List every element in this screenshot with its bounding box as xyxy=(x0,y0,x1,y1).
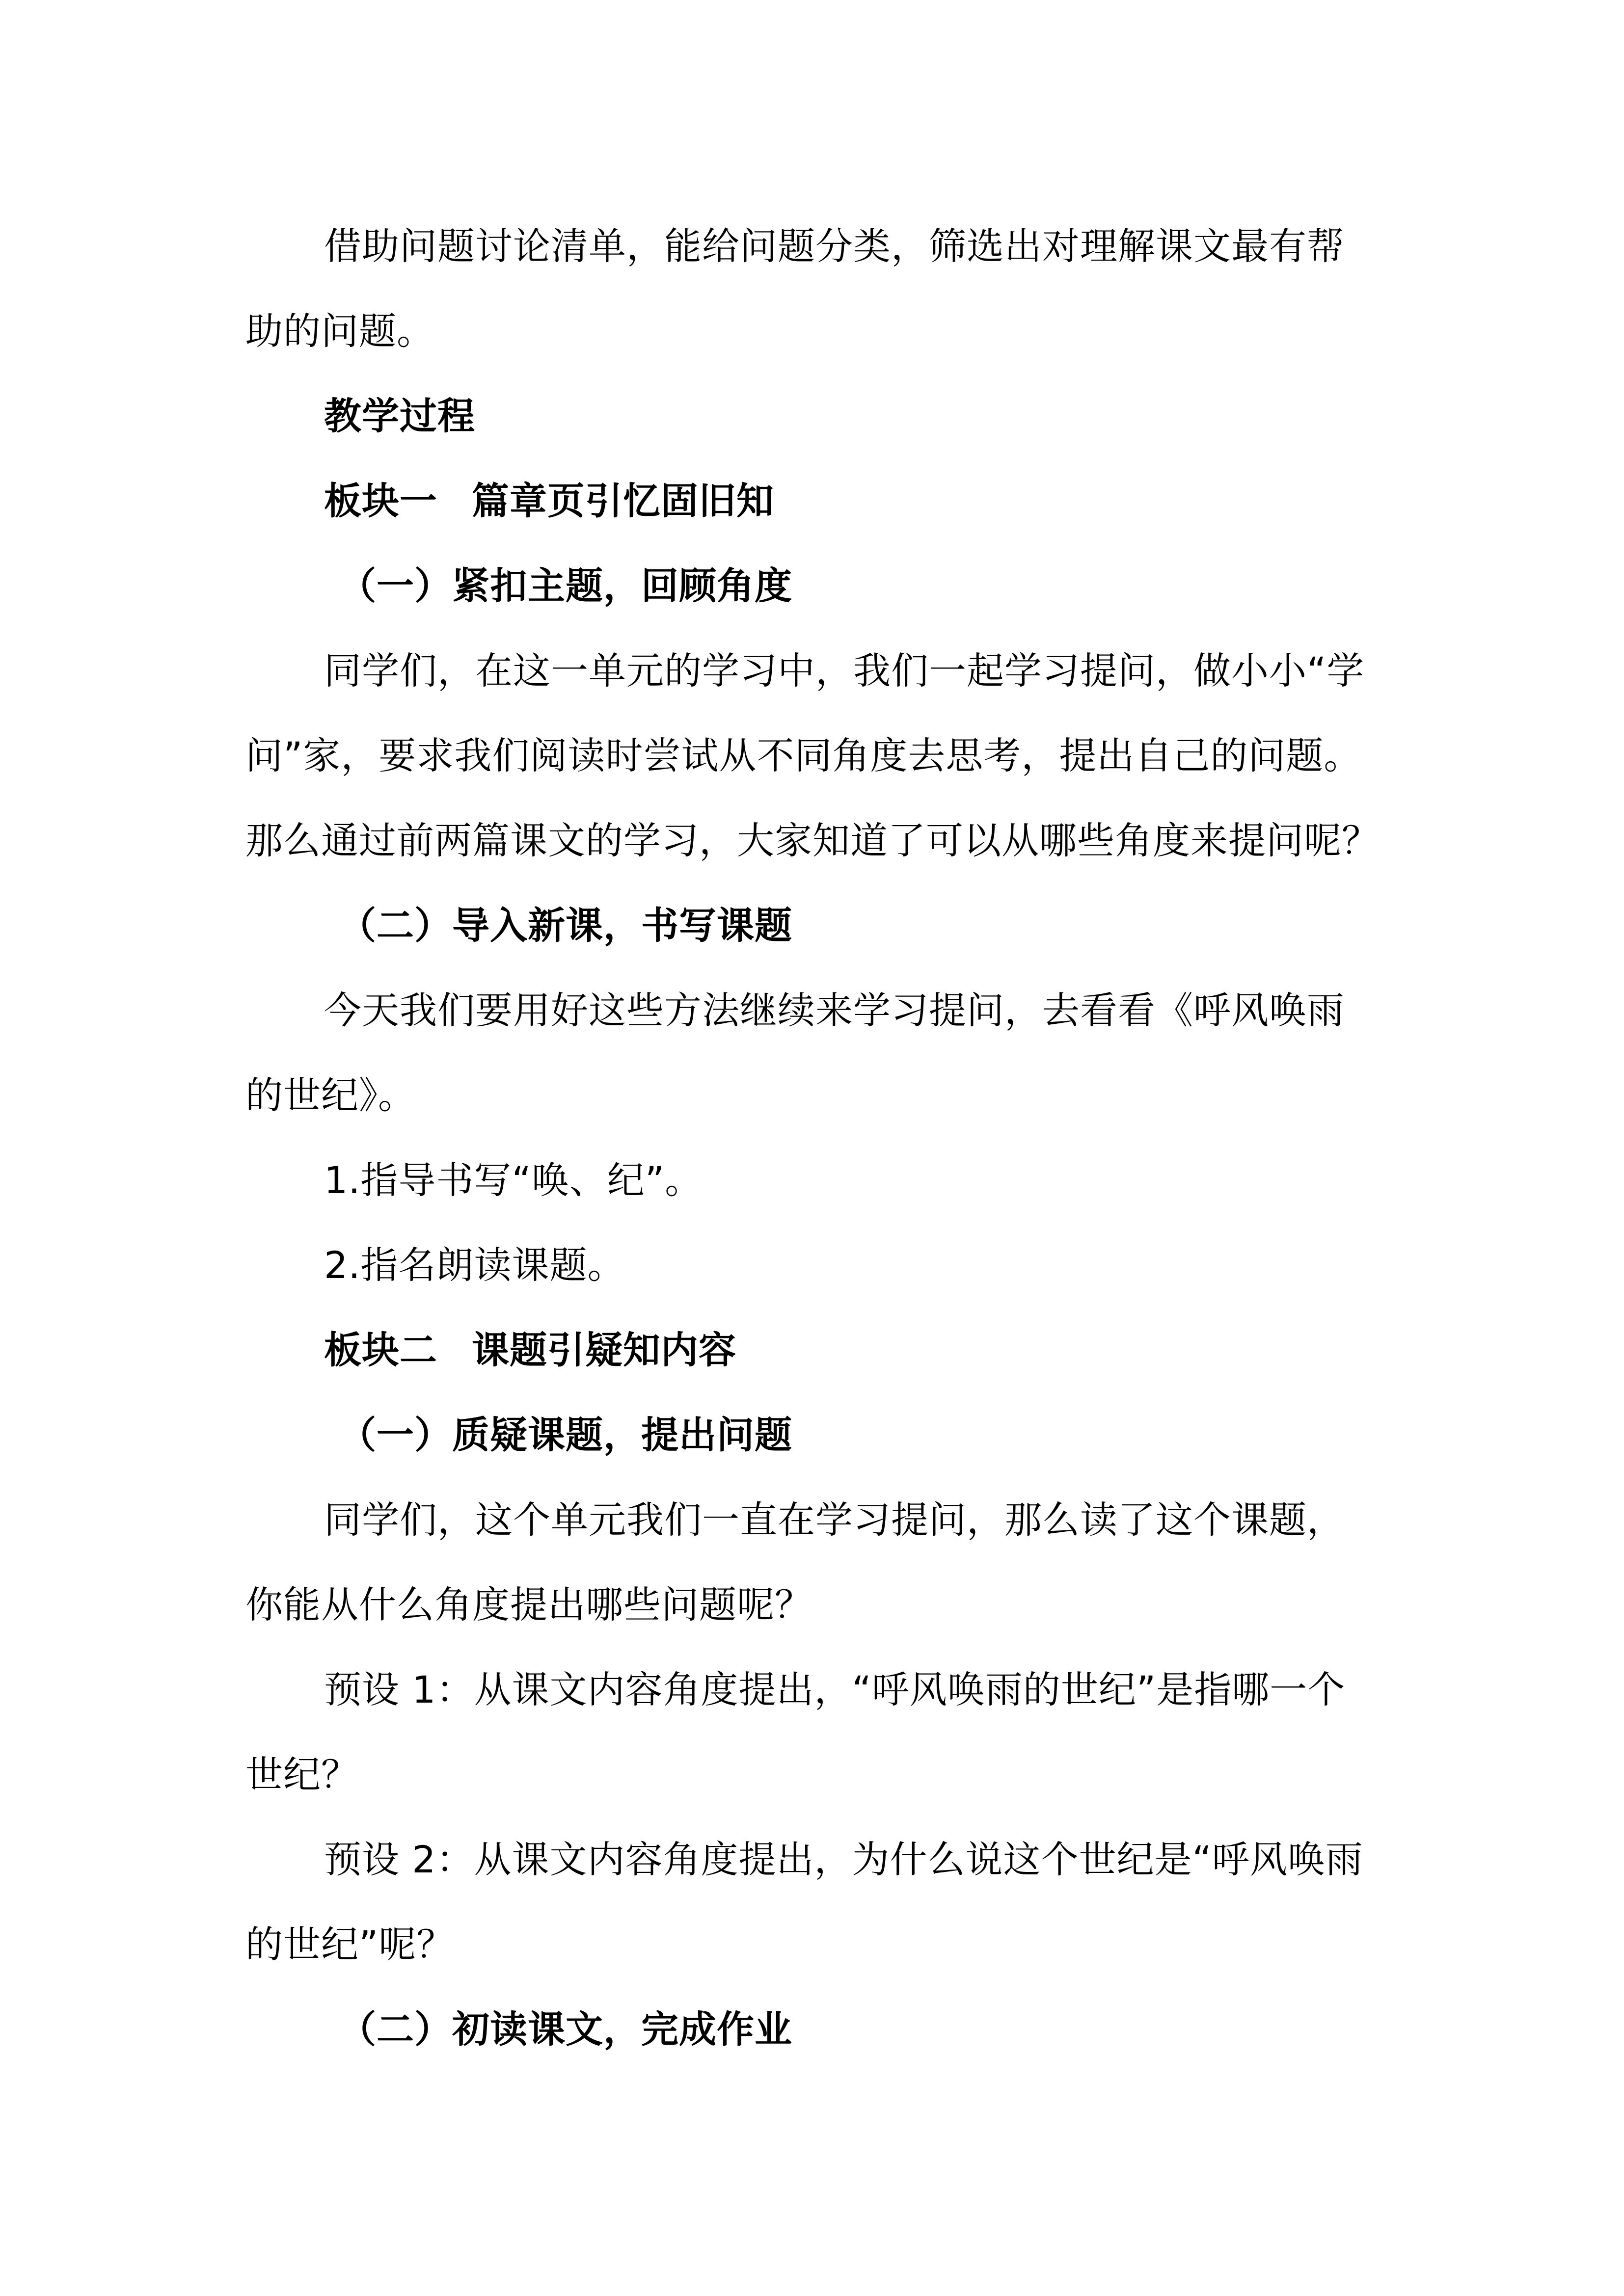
paragraph-line: 预设 1：从课文内容角度提出，“呼风唤雨的世纪”是指哪一个 xyxy=(324,1668,1346,1711)
subsection-heading: （二）初读课文，完成作业 xyxy=(339,2007,792,2051)
list-item: 1.指导书写“唤、纪”。 xyxy=(324,1158,703,1202)
paragraph-line: 那么通过前两篇课文的学习，大家知道了可以从哪些角度来提问呢？ xyxy=(245,819,1380,862)
paragraph-line: 问”家，要求我们阅读时尝试从不同角度去思考，提出自己的问题。 xyxy=(245,734,1362,777)
block-heading xyxy=(324,1316,1394,1385)
block-title: 篇章页引忆固旧知 xyxy=(472,479,774,523)
block-heading xyxy=(324,467,1394,535)
subsection-heading: （一）质疑课题，提出问题 xyxy=(339,1413,792,1457)
paragraph-line: 的世纪》。 xyxy=(245,1073,416,1117)
block-number: 板块二 xyxy=(324,1328,437,1372)
paragraph-line: 助的问题。 xyxy=(245,309,434,353)
subsection-heading: （一）紧扣主题，回顾角度 xyxy=(339,564,792,608)
paragraph-line: 的世纪”呢？ xyxy=(245,1922,455,1966)
block-number: 板块一 xyxy=(324,479,437,523)
section-heading: 教学过程 xyxy=(324,394,475,438)
subsection-heading: （二）导入新课，书写课题 xyxy=(339,904,792,947)
block-title: 课题引疑知内容 xyxy=(472,1328,736,1372)
paragraph-line: 世纪？ xyxy=(245,1753,359,1796)
paragraph-line: 今天我们要用好这些方法继续来学习提问，去看看《呼风唤雨 xyxy=(324,988,1345,1032)
paragraph-line: 借助问题讨论清单，能给问题分类，筛选出对理解课文最有帮 xyxy=(324,224,1345,268)
paragraph-line: 同学们，在这一单元的学习中，我们一起学习提问，做小小“学 xyxy=(324,649,1365,693)
list-item: 2.指名朗读课题。 xyxy=(324,1243,625,1287)
paragraph-line: 预设 2：从课文内容角度提出，为什么说这个世纪是“呼风唤雨 xyxy=(324,1838,1363,1881)
paragraph-line: 你能从什么角度提出哪些问题呢？ xyxy=(245,1583,812,1627)
paragraph-line: 同学们，这个单元我们一直在学习提问，那么读了这个课题， xyxy=(324,1498,1345,1542)
